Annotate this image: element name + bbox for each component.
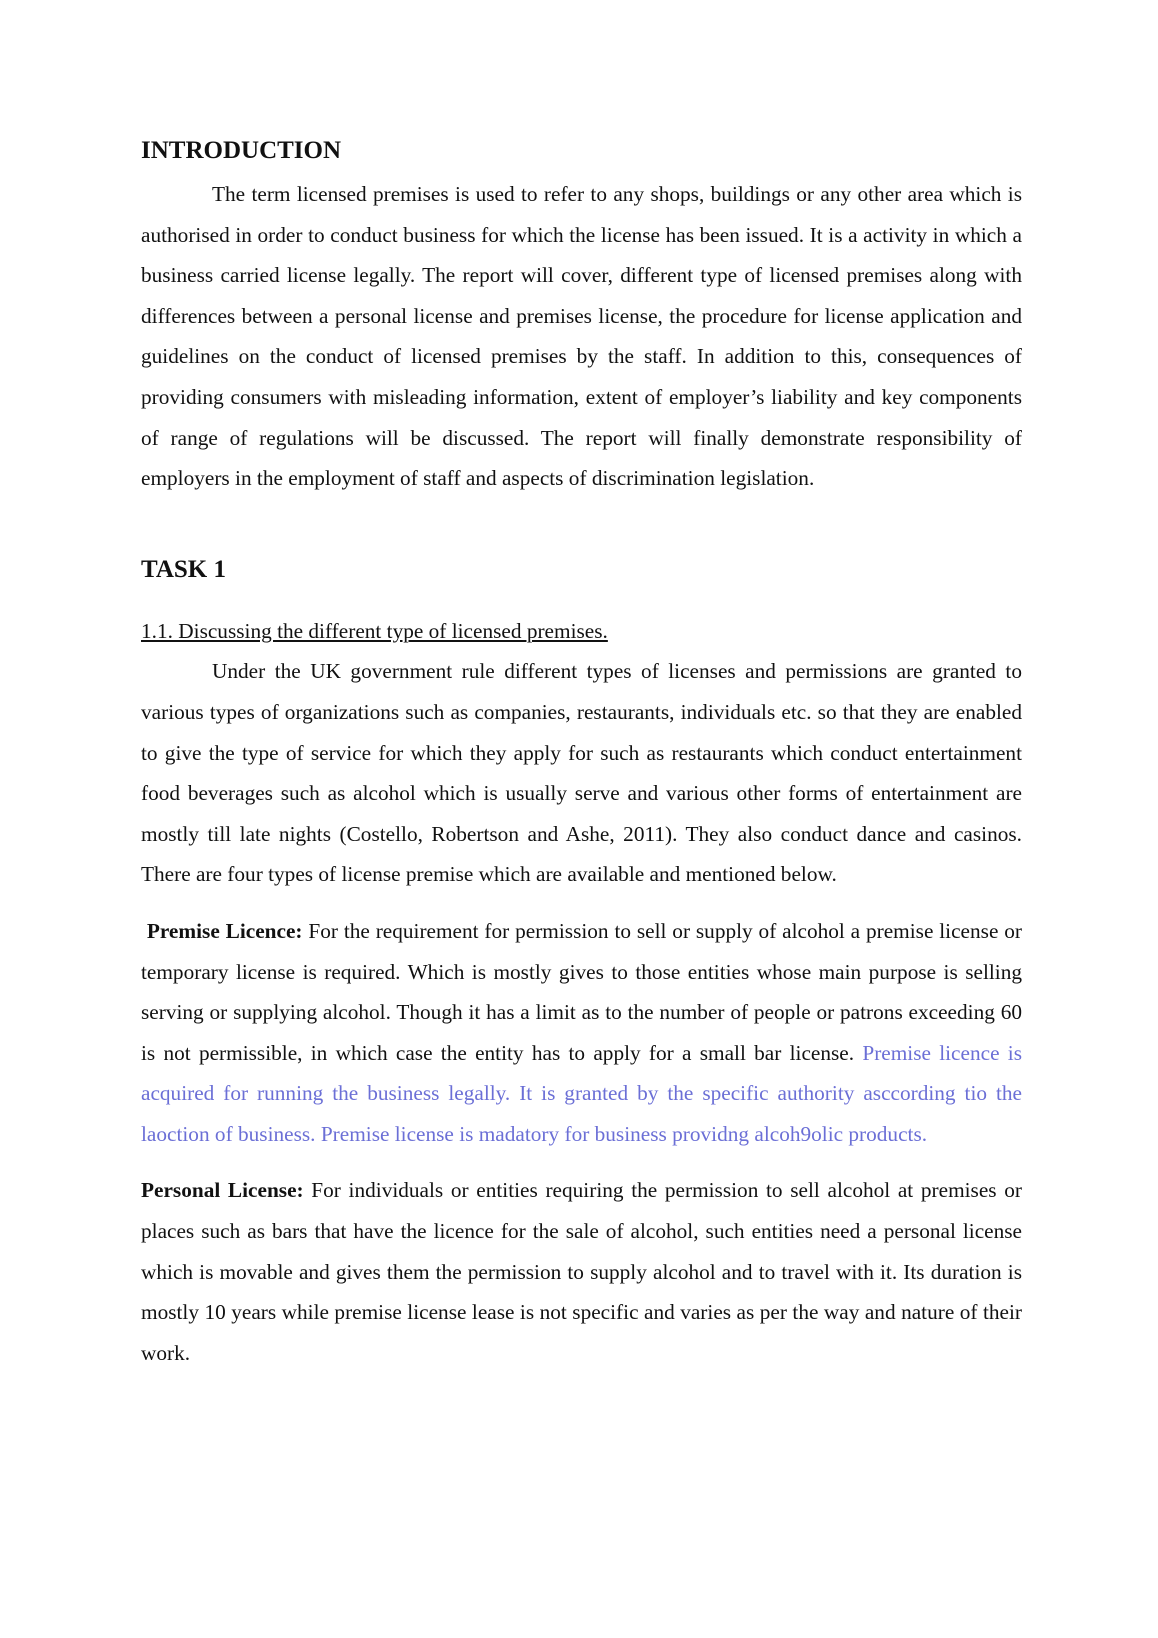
introduction-heading: INTRODUCTION	[141, 137, 342, 164]
premise-licence-highlight: Premise licence is acquired for running the business legally. It is granted by the specific authority asccording tio the laoction of business. Premise license is madatory for business providng alcoh9olic products.	[141, 1040, 1022, 1146]
personal-license-paragraph	[141, 1170, 1022, 1373]
document-page	[141, 136, 1022, 1373]
task1-subheading: 1.1. Discussing the different type of licensed premises.	[141, 618, 608, 643]
premise-licence-label: Premise Licence:	[146, 918, 303, 943]
task1-paragraph: Under the UK government rule different types of licenses and permissions are granted to various types of organizations such as companies, restaurants, individuals etc. so that they are enabled to give the type of service for which they apply for such as restaurants which conduct entertainment food beverages such as alcohol which is usually serve and various other forms of entertainment are mostly till late nights (Costello, Robertson and Ashe, 2011). They also conduct dance and casinos. There are four types of license premise which are available and mentioned below.	[141, 659, 1022, 887]
introduction-paragraph: The term licensed premises is used to refer to any shops, buildings or any other area which is authorised in order to conduct business for which the license has been issued. It is a activity in which a business carried license legally. The report will cover, different type of licensed premises along with differences between a personal license and premises license, the procedure for license application and guidelines on the conduct of licensed premises by the staff. In addition to this, consequences of providing consumers with misleading information, extent of employer’s liability and key components of range of regulations will be discussed. The report will finally demonstrate responsibility of employers in the employment of staff and aspects of discrimination legislation.	[141, 182, 1022, 491]
personal-license-label: Personal License:	[141, 1178, 304, 1203]
task1-heading: TASK 1	[141, 555, 226, 583]
premise-licence-paragraph	[141, 911, 1022, 1155]
premise-licence-text: For the requirement for permission to sell or supply of alcohol a premise license or temporary license is required. Which is mostly gives to those entities whose main purpose is selling serving or supplying alcohol. Though it has a limit as to the number of people or patrons exceeding 60 is not permissible, in which case the entity has to apply for a small bar license.	[141, 918, 1022, 1065]
personal-license-text: For individuals or entities requiring the permission to sell alcohol at premises or places such as bars that have the licence for the sale of alcohol, such entities need a personal license which is movable and gives them the permission to supply alcohol and to travel with it. Its duration is mostly 10 years while premise license lease is not specific and varies as per the way and nature of their work.	[141, 1178, 1022, 1365]
